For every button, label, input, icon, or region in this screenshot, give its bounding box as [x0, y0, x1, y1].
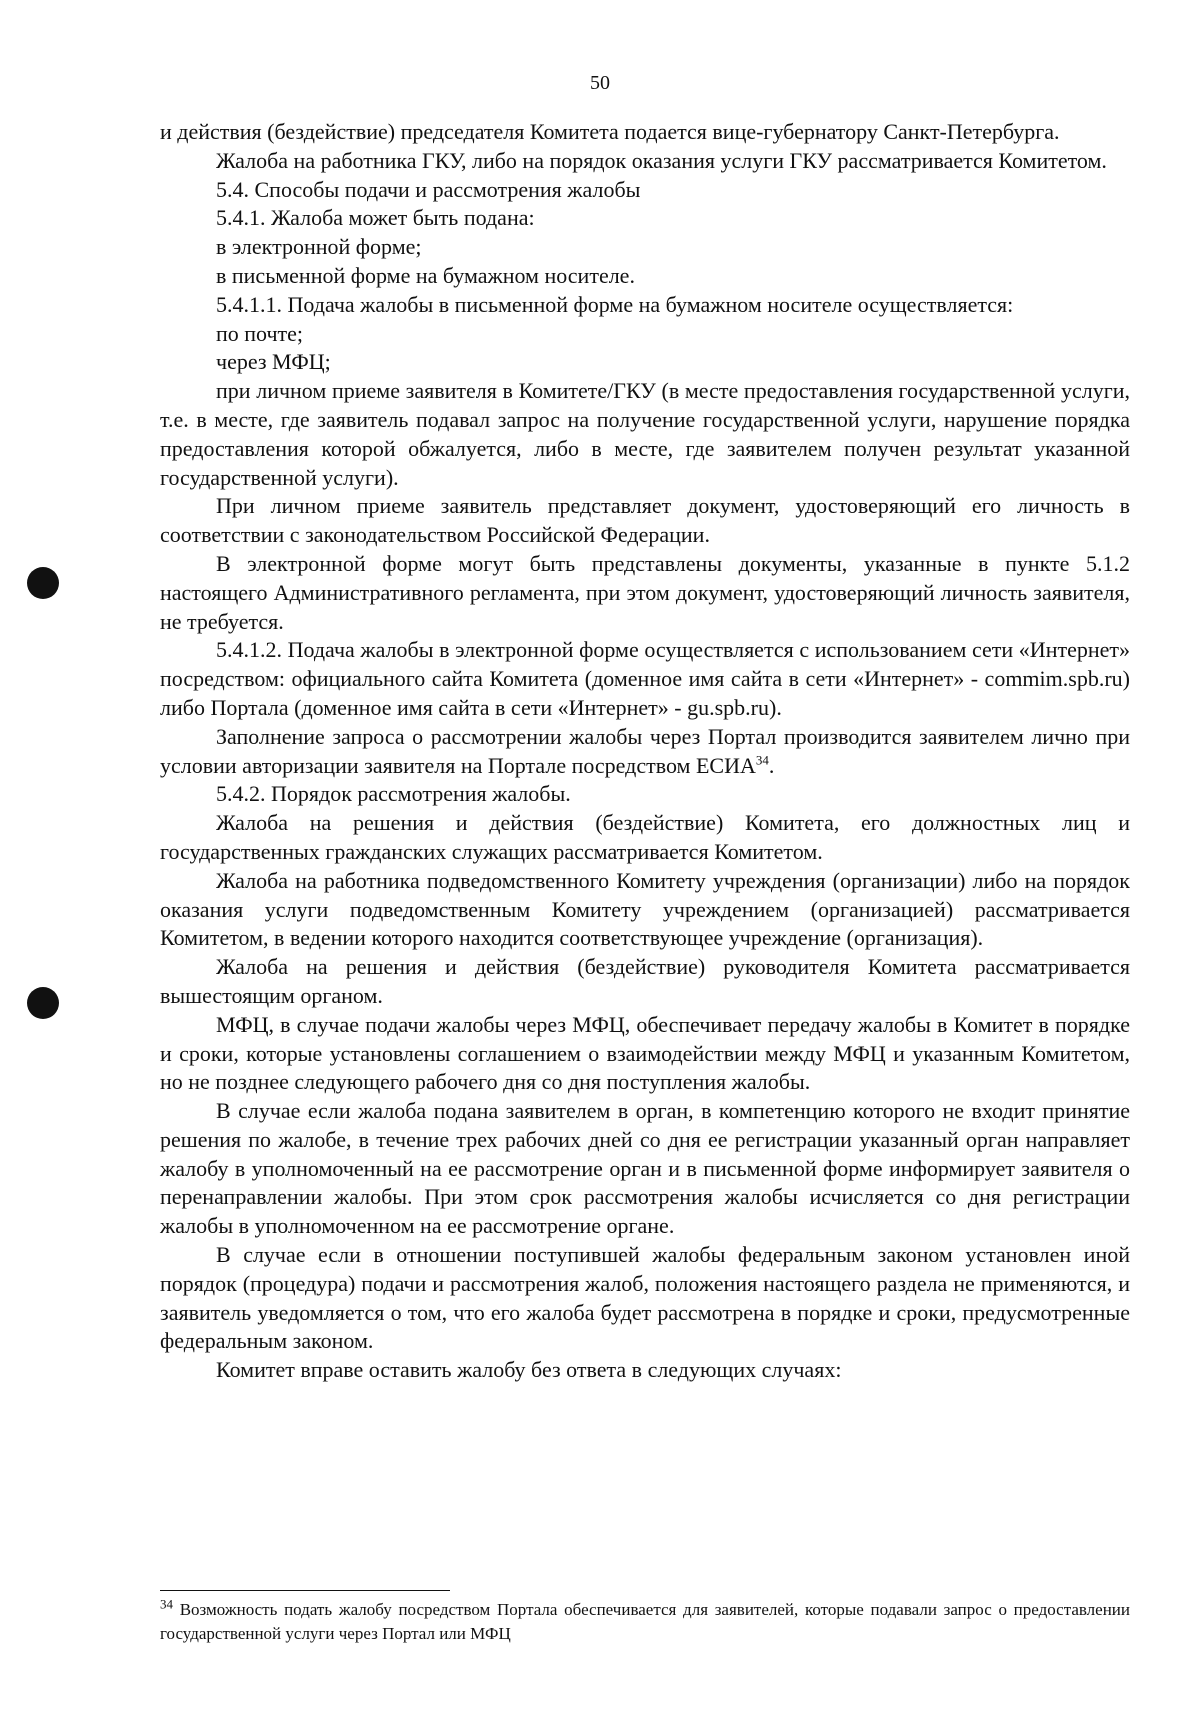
- paragraph: [160, 492, 1130, 550]
- paragraph: [160, 320, 1130, 349]
- paragraph-text: в письменной форме на бумажном носителе.: [216, 262, 635, 288]
- paragraph: [160, 1011, 1130, 1097]
- paragraph: [160, 780, 1130, 809]
- footnote-separator: [160, 1590, 450, 1591]
- footnote-text: Возможность подать жалобу посредством Портала обеспечивается для заявителей, которые подавали запрос о предоставлении государственной услуги через Портал или МФЦ: [160, 1600, 1130, 1643]
- paragraph: [160, 147, 1130, 176]
- paragraph-text: 5.4.1. Жалоба может быть подана:: [216, 205, 535, 231]
- paragraph: [160, 348, 1130, 377]
- paragraph: [160, 233, 1130, 262]
- page-number: 50: [590, 72, 610, 94]
- paragraph: [160, 809, 1130, 867]
- paragraph-text: и действия (бездействие) председателя Комитета подается вице-губернатору Санкт-Петербурга.: [160, 119, 1060, 144]
- paragraph-text: Заполнение запроса о рассмотрении жалобы через Портал производится заявителем лично при условии авторизации заявителя на Портале посредством ЕСИА: [160, 723, 1130, 778]
- paragraph-tail: .: [768, 752, 775, 778]
- paragraph: [160, 291, 1130, 320]
- paragraph-text: по почте;: [216, 320, 304, 346]
- paragraph: [160, 204, 1130, 233]
- paragraph-text: В электронной форме могут быть представлены документы, указанные в пункте 5.1.2 настоящего Административного регламента, при этом документ, удостоверяющий личность заявителя, не требуется.: [160, 550, 1130, 634]
- paragraph-text: через МФЦ;: [216, 349, 331, 375]
- paragraph-text: В случае если в отношении поступившей жалобы федеральным законом установлен иной порядок (процедура) подачи и рассмотрения жалоб, положения настоящего раздела не применяются, и заявитель уведомляется о том, что его жалоба будет рассмотрена в порядке и сроки, предусмотренные федеральным законом.: [160, 1242, 1130, 1354]
- paragraph: [160, 1356, 1130, 1385]
- paragraph-text: 5.4.1.2. Подача жалобы в электронной форме осуществляется с использованием сети «Интернет» посредством: официального сайта Комитета (доменное имя сайта в сети «Интернет» - commim.spb.ru) либо Портала (доменное имя сайта в сети «Интернет» - gu.spb.ru).: [160, 637, 1130, 720]
- paragraph: [160, 636, 1130, 722]
- paragraph-text: при личном приеме заявителя в Комитете/ГКУ (в месте предоставления государственной услуги, т.е. в месте, где заявитель подавал запрос на получение государственной услуги, нарушение порядка предоставления которой обжалуется, либо в месте, где заявителем получен результат указанной государственной услуги).: [160, 378, 1130, 490]
- paragraph: [160, 1241, 1130, 1356]
- punch-hole-top: [27, 567, 59, 599]
- paragraph-text: Жалоба на решения и действия (бездействие) Комитета, его должностных лиц и государственных гражданских служащих рассматривается Комитетом.: [160, 810, 1130, 864]
- paragraph: [160, 550, 1130, 636]
- paragraph-text: в электронной форме;: [216, 234, 422, 260]
- paragraph-text: Жалоба на решения и действия (бездействие) руководителя Комитета рассматривается вышестоящим органом.: [160, 954, 1130, 1008]
- paragraph-text: Жалоба на работника подведомственного Комитету учреждения (организации) либо на порядок оказания услуги подведомственным Комитету учреждением (организацией) рассматривается Комитетом, в ведении которого находится соответствующее учреждение (организация).: [160, 867, 1130, 951]
- paragraph-text: В случае если жалоба подана заявителем в орган, в компетенцию которого не входит принятие решения по жалобе, в течение трех рабочих дней со дня ее регистрации указанный орган направляет жалобу в уполномоченный на ее рассмотрение орган и в письменной форме информирует заявителя о перенаправлении жалобы. При этом срок рассмотрения жалобы исчисляется со дня регистрации жалобы в уполномоченном на ее рассмотрение органе.: [160, 1098, 1130, 1239]
- paragraph-text: Комитет вправе оставить жалобу без ответа в следующих случаях:: [216, 1357, 842, 1383]
- paragraph-text: При личном приеме заявитель представляет документ, удостоверяющий его личность в соответствии с законодательством Российской Федерации.: [160, 493, 1130, 548]
- footnote-reference: 34: [755, 752, 769, 768]
- paragraph: [160, 262, 1130, 291]
- footnote-mark: 34: [160, 1596, 173, 1612]
- paragraph-text: 5.4. Способы подачи и рассмотрения жалобы: [216, 176, 641, 202]
- paragraph: [160, 1097, 1130, 1241]
- body-text: [160, 118, 1130, 1385]
- paragraph-text: МФЦ, в случае подачи жалобы через МФЦ, обеспечивает передачу жалобы в Комитет в порядке и сроки, которые установлены соглашением о взаимодействии между МФЦ и указанным Комитетом, но не позднее следующего рабочего дня со дня поступления жалобы.: [160, 1011, 1130, 1095]
- punch-hole-bottom: [27, 987, 59, 1019]
- paragraph: [160, 953, 1130, 1011]
- paragraph: [160, 723, 1130, 781]
- paragraph: [160, 176, 1130, 205]
- paragraph-text: Жалоба на работника ГКУ, либо на порядок оказания услуги ГКУ рассматривается Комитетом.: [216, 147, 1107, 173]
- paragraph: [160, 118, 1130, 147]
- paragraph-text: 5.4.1.1. Подача жалобы в письменной форме на бумажном носителе осуществляется:: [216, 291, 1014, 317]
- paragraph: [160, 377, 1130, 492]
- paragraph: [160, 867, 1130, 953]
- paragraph-text: 5.4.2. Порядок рассмотрения жалобы.: [216, 781, 571, 807]
- footnote: [160, 1598, 1130, 1646]
